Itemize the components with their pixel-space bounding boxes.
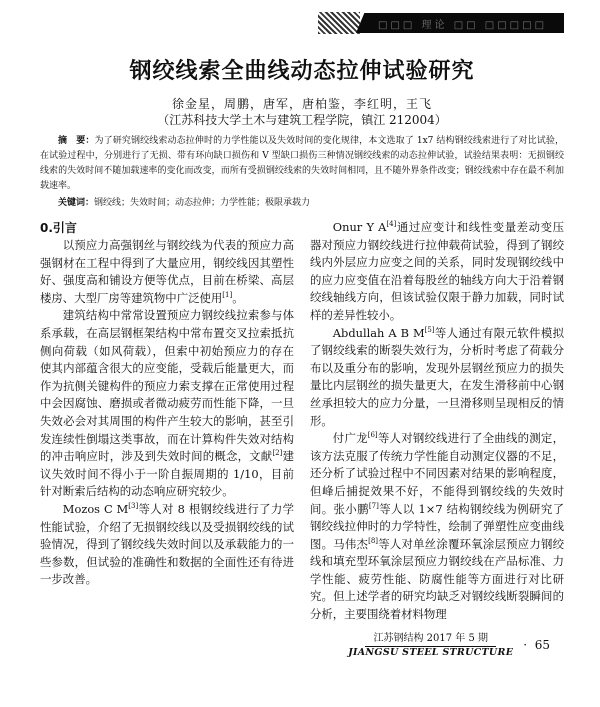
citation-ref: [8] (368, 536, 379, 545)
keywords-text: 钢绞线；失效时间；动态拉伸；力学性能；极限承载力 (94, 198, 311, 208)
citation-ref: [4] (386, 220, 397, 229)
header-row (40, 12, 564, 34)
paragraph-text: Mozos C M (62, 501, 129, 516)
body-columns (40, 219, 564, 624)
footer-journal-titles (348, 632, 513, 659)
paragraph (40, 501, 294, 589)
paragraph-text: 付广龙 (332, 431, 368, 446)
abstract (40, 134, 564, 194)
page-number (523, 638, 550, 652)
paragraph-text: 等人以 1×7 结构钢绞线为例研究了钢绞线拉伸时的力学特性，绘制了弹塑性应变曲线图。马伟杰 (310, 501, 564, 551)
paragraph-text: Onur Y A (332, 220, 387, 234)
citation-ref: [7] (368, 501, 379, 510)
section-heading-intro: 0.引言 (40, 221, 77, 235)
citation-ref: [5] (424, 325, 435, 334)
abstract-label: 摘 要： (58, 136, 95, 146)
paragraph-text: 建筑结构中常常设置预应力钢绞线拉索参与体系承载，在高层钢框架结构中常布置交叉拉索抵抗侧向荷载（如风荷载），但索中初始预应力的存在使其内部蕴含很大的应变能，受载后能量更大，而作为抗侧关键构件的预应力索支撑在正常使用过程中会因腐蚀、磨损或者微动疲劳而性能下降，一旦失效必会对其周围的构件产生较大的影响，甚至引发连续性倒塌这类事故，而在计算构件失效对结构的冲击响应时，涉及到失效时间的概念，文献 (40, 308, 294, 464)
paragraph (40, 307, 294, 501)
journal-header-band (318, 12, 564, 34)
citation-ref: [1] (222, 290, 233, 299)
paragraph-text: 等人对 8 根钢绞线进行了力学性能试验，介绍了无损钢绞线以及受损钢绞线的试验情况，得到了钢绞线失效时间以及承载能力的一些参数，但试验的准确性和数据的全面性还有待进一步改善。 (40, 501, 294, 587)
left-column (40, 219, 294, 589)
citation-ref: [2] (272, 449, 283, 458)
journal-name-cn: 江苏钢结构 2017 年 5 期 (365, 632, 496, 647)
journal-name-en: JIANGSU STEEL STRUCTURE (348, 646, 514, 658)
page-footer (348, 632, 550, 659)
citation-ref: [6] (367, 431, 378, 440)
paragraph (310, 430, 564, 624)
header-hatch-decoration (318, 12, 360, 34)
paragraph-text: 建议失效时间不得小于一阶自振周期的 1/10，目前针对断索后结构的动态响应研究较少。 (40, 449, 294, 499)
page-number-value: 65 (534, 638, 550, 653)
right-column (310, 219, 564, 624)
footer-separator: · (523, 638, 528, 653)
paragraph-text: 等人对单丝涂覆环氧涂层预应力钢绞线和填充型环氧涂层预应力钢绞线在产品标准、力学性能、疲劳性能、防腐性能等方面进行对比研究。但上述学者的研究均缺乏对钢绞线断裂瞬间的分析，主要围绕着材料物理 (310, 536, 564, 622)
footer-row (40, 632, 564, 659)
paragraph-text: 等人对钢绞线进行了全曲线的测定，该方法克服了传统力学性能自动测定仪器的不足，还分析了试验过程中不同因素对结果的影响程度，但峰后捕捉效果不好，不能得到钢绞线的失效时间。张小鹏 (310, 431, 564, 516)
article-title: 钢绞线索全曲线动态拉伸试验研究 (129, 59, 475, 84)
article-authors: 徐金星，周鹏，唐军，唐柏鉴，李红明，王飞 (171, 97, 432, 111)
paragraph-text: Abdullah A B M (332, 325, 425, 340)
header-band-text: □□□ 理论 □□ □□□□□ (378, 20, 548, 31)
keywords (40, 196, 564, 211)
paragraph-text: 以预应力高强钢丝与钢绞线为代表的预应力高强钢材在工程中得到了大量应用，钢绞线因其塑性好、强度高和铺设方便等优点，目前在桥梁、高层楼房、大型厂房等建筑物中广泛使用 (40, 238, 294, 305)
paragraph (310, 325, 564, 431)
citation-ref: [3] (128, 502, 139, 511)
paragraph (310, 219, 564, 325)
keywords-label: 关键词： (58, 198, 95, 208)
paragraph-text: 。 (232, 290, 244, 305)
paragraph-text: 通过应变计和线性变量差动变压器对预应力钢绞线进行拉伸载荷试验，得到了钢绞线内外层应力应变之间的关系，同时发现钢绞线中的应力应变值在沿着每股丝的轴线方向大于沿着钢绞线轴线方向，但该试验仅限于静力加载，同时试样的差异性较小。 (310, 220, 564, 322)
paragraph (40, 237, 294, 307)
article-affiliation: （江苏科技大学土木与建筑工程学院，镇江 212004） (157, 113, 447, 127)
abstract-text: 为了研究钢绞线索动态拉伸时的力学性能以及失效时间的变化规律，本文选取了 1x7 结构钢绞线索进行了对比试验，在试验过程中，分别进行了无损、带有环向缺口损伤和 V 型缺口损伤三种情况钢绞线索的动态拉伸试验，试验结果表明：无损钢绞线索的失效时间不随加载速率的变化而改变，而所有受损钢绞线索的失效时间相同，且不随外界条件改变；钢绞线索中存在最不利加载速率。 (40, 136, 564, 191)
paragraph-text: 等人通过有限元软件模拟了钢绞线索的断裂失效行为，分析时考虑了荷载分布以及重分布的影响，发现外层钢丝预应力的损失量比内层钢丝的损失量更大，在发生滑移前中心钢丝承担较大的应力分量，一旦滑移则呈现相反的情形。 (310, 325, 564, 428)
